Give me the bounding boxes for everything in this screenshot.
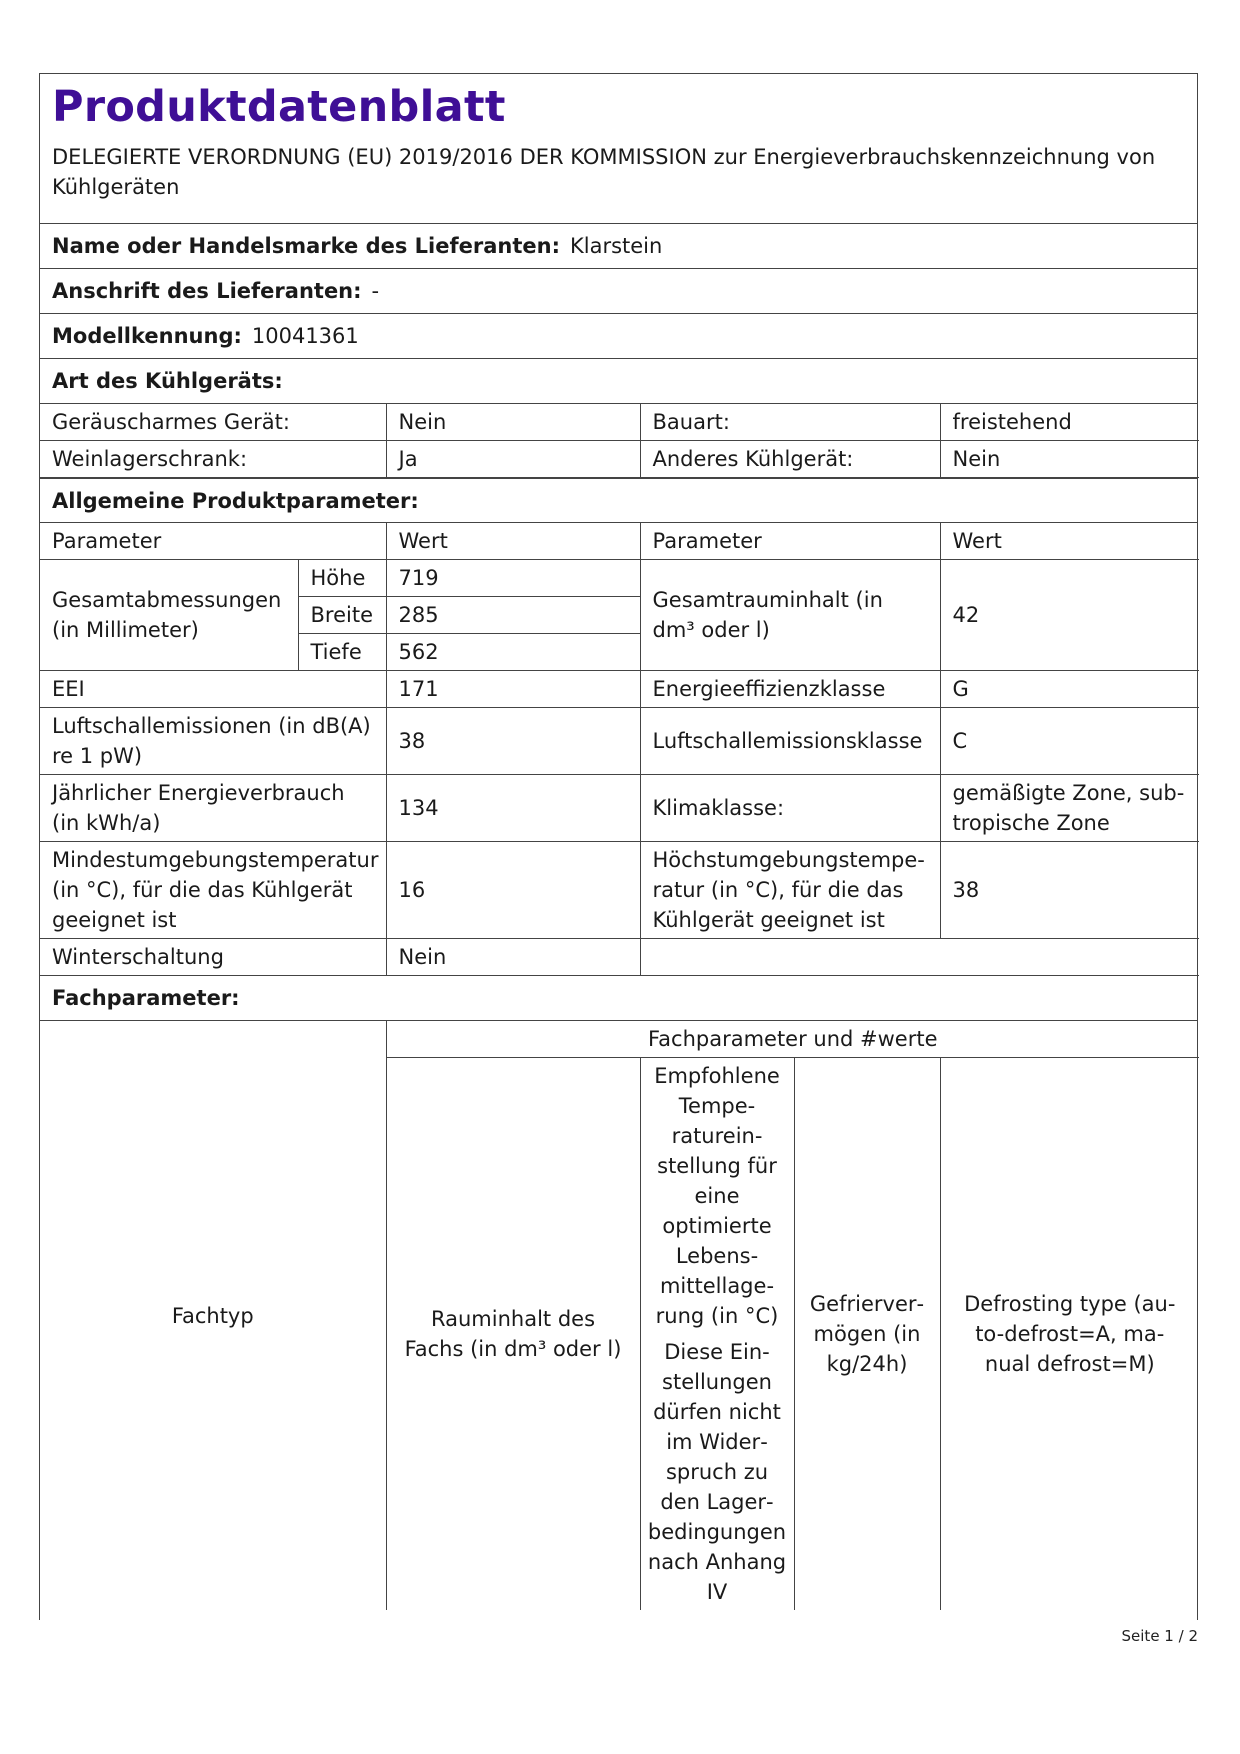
address-label: Anschrift des Lieferanten: <box>52 279 362 303</box>
annual-energy-label: Jährlicher Energieverbrauch (in kWh/a) <box>40 775 386 842</box>
low-noise-label: Geräuscharmes Gerät: <box>40 404 386 441</box>
height-value: 719 <box>386 560 640 597</box>
height-label: Höhe <box>298 560 386 597</box>
column-header-freezing: Gefriervermögen (in kg/24h) <box>794 1058 940 1611</box>
winter-label: Winterschaltung <box>40 939 386 976</box>
compartment-heading-row <box>40 976 1197 1021</box>
group-header: Fachparameter und #werte <box>386 1021 1199 1058</box>
column-header-type: Fachtyp <box>40 1021 386 1610</box>
table-row <box>40 775 1199 842</box>
width-label: Breite <box>298 597 386 634</box>
column-header-parameter: Parameter <box>640 523 940 560</box>
page-number: Seite 1 / 2 <box>1121 1627 1198 1645</box>
compartment-heading: Fachparameter: <box>52 986 240 1010</box>
table-row <box>40 560 1199 597</box>
energy-class-label: Energieeffizienzklasse <box>640 671 940 708</box>
device-type-heading-row <box>40 359 1197 404</box>
table-row <box>40 671 1199 708</box>
eei-label: EEI <box>40 671 386 708</box>
supplier-row <box>40 224 1197 269</box>
depth-value: 562 <box>386 634 640 671</box>
table-row <box>40 842 1199 939</box>
design-value: freistehend <box>940 404 1199 441</box>
climate-class-value: gemäßigte Zone, subtropische Zone <box>940 775 1199 842</box>
total-volume-value: 42 <box>940 560 1199 671</box>
general-heading-row <box>40 478 1197 523</box>
max-temp-value: 38 <box>940 842 1199 939</box>
noise-label: Luftschallemissionen (in dB(A) re 1 pW) <box>40 708 386 775</box>
header-section <box>40 74 1197 224</box>
column-header-defrost: Defrosting type (auto-defrost=A, manual defrost=M) <box>940 1058 1199 1611</box>
model-label: Modellkennung: <box>52 324 242 348</box>
annual-energy-value: 134 <box>386 775 640 842</box>
design-label: Bauart: <box>640 404 940 441</box>
general-heading: Allgemeine Produktparameter: <box>52 488 419 513</box>
climate-class-label: Klimaklasse: <box>640 775 940 842</box>
noise-class-label: Luftschallemissionsklasse <box>640 708 940 775</box>
column-header-value: Wert <box>386 523 640 560</box>
supplier-value: Klarstein <box>569 234 663 258</box>
table-header-row <box>40 523 1199 560</box>
address-row <box>40 269 1197 314</box>
wine-value: Ja <box>386 441 640 478</box>
dimensions-label: Gesamtabmessungen (in Millimeter) <box>40 560 298 671</box>
regulation-subtitle: DELEGIERTE VERORDNUNG (EU) 2019/2016 DER KOMMISSION zur Energieverbrauchskennzeichnung von Kühlgeräten <box>52 145 1156 199</box>
winter-value: Nein <box>386 939 640 976</box>
column-header-value: Wert <box>940 523 1199 560</box>
energy-class-value: G <box>940 671 1199 708</box>
empty-cell <box>640 939 1199 976</box>
device-type-table <box>40 404 1199 478</box>
table-header-row <box>40 1021 1199 1058</box>
column-header-parameter: Parameter <box>40 523 386 560</box>
min-temp-label: Mindestumgebungstemperatur (in °C), für die das Kühlgerät geeignet ist <box>40 842 386 939</box>
noise-value: 38 <box>386 708 640 775</box>
general-parameters-table <box>40 523 1199 976</box>
model-value: 10041361 <box>251 324 359 348</box>
wine-label: Weinlagerschrank: <box>40 441 386 478</box>
noise-class-value: C <box>940 708 1199 775</box>
page-title: Produktdatenblatt <box>52 82 506 132</box>
temperature-recommendation-text: Empfohlene Temperatureinstellung für eine optimierte Lebensmittellagerung (in °C) <box>654 1064 780 1328</box>
product-data-sheet <box>39 73 1198 1620</box>
temperature-note-text: Diese Einstellungen dürfen nicht im Widerspruch zu den Lagerbedingungen nach Anhang IV <box>647 1340 787 1604</box>
low-noise-value: Nein <box>386 404 640 441</box>
column-header-volume: Rauminhalt des Fachs (in dm³ oder l) <box>386 1058 640 1611</box>
address-value: - <box>371 279 380 303</box>
depth-label: Tiefe <box>298 634 386 671</box>
table-row <box>40 708 1199 775</box>
table-row <box>40 404 1199 441</box>
device-type-heading: Art des Kühlgeräts: <box>52 369 283 393</box>
total-volume-label: Gesamtrauminhalt (in dm³ oder l) <box>640 560 940 671</box>
supplier-label: Name oder Handelsmarke des Lieferanten: <box>52 234 560 258</box>
column-header-temperature <box>640 1058 794 1611</box>
other-label: Anderes Kühlgerät: <box>640 441 940 478</box>
model-row <box>40 314 1197 359</box>
table-row <box>40 441 1199 478</box>
width-value: 285 <box>386 597 640 634</box>
compartment-table <box>40 1021 1199 1610</box>
min-temp-value: 16 <box>386 842 640 939</box>
eei-value: 171 <box>386 671 640 708</box>
max-temp-label: Höchstumgebungstemperatur (in °C), für die das Kühlgerät geeignet ist <box>640 842 940 939</box>
table-row <box>40 939 1199 976</box>
other-value: Nein <box>940 441 1199 478</box>
